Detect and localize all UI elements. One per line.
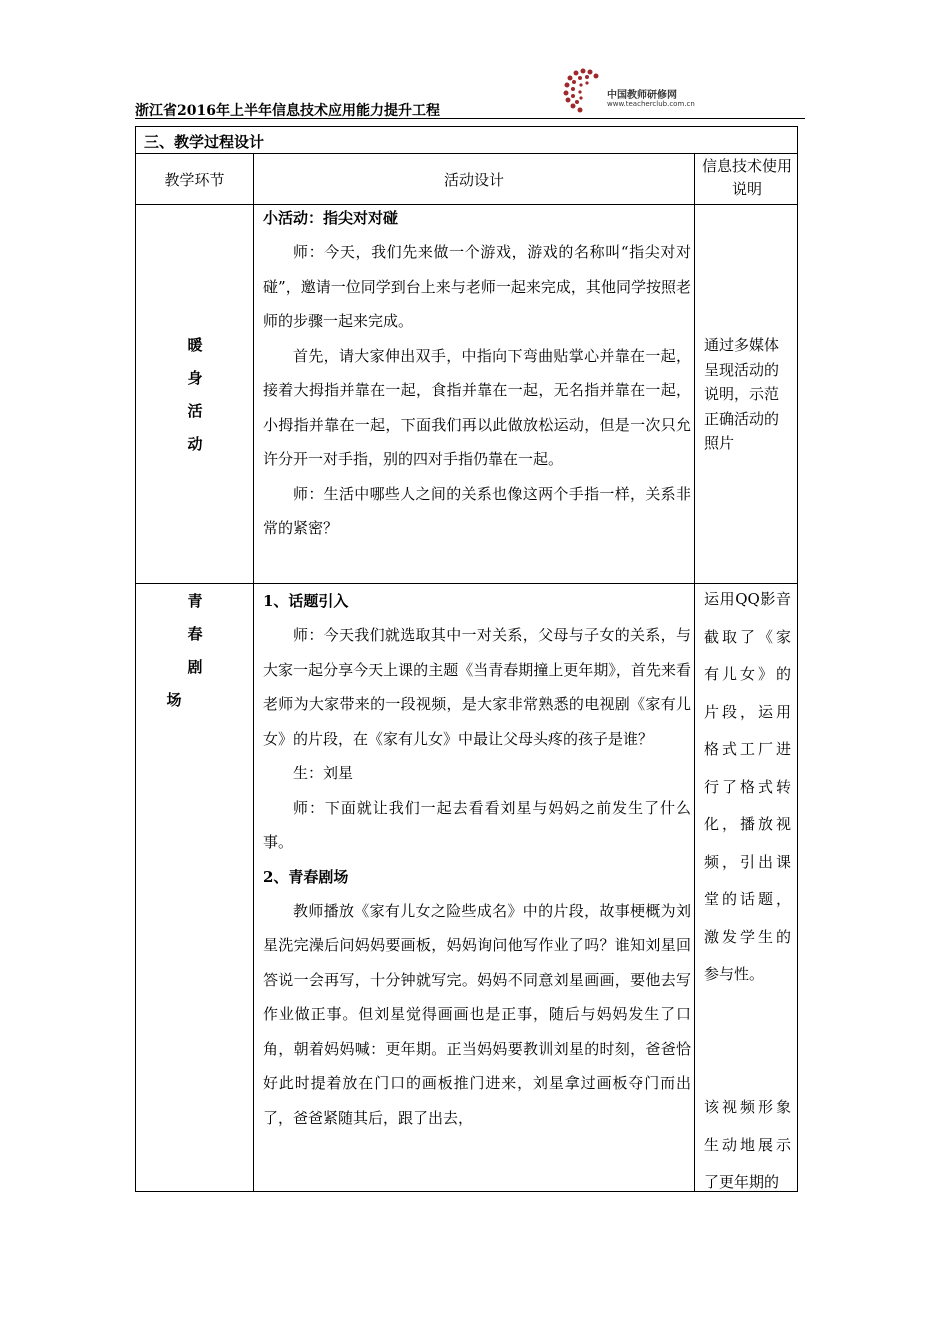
stage-label-youth-theater: [166, 585, 210, 717]
stage-char: 动: [187, 435, 203, 453]
table-rule: [136, 153, 797, 154]
activity-paragraph: 师：下面就让我们一起去看看刘星与妈妈之前发生了什么事。: [263, 798, 691, 851]
activity-paragraph: 师：生活中哪些人之间的关系也像这两个手指一样，关系非常的紧密？: [263, 484, 691, 537]
teaching-process-table: [135, 126, 798, 1192]
info-note-video: 该视频形象生动地展示了更年期的: [704, 1098, 791, 1191]
stage-char: 身: [187, 369, 203, 387]
column-header-stage: 教学环节: [164, 171, 225, 189]
teacher-club-logo: [562, 68, 722, 120]
header-title: 浙江省2016年上半年信息技术应用能力提升工程: [135, 103, 440, 119]
header-rule: [135, 118, 805, 119]
logo-name: 中国教师研修网: [607, 90, 677, 101]
section-title: 三、教学过程设计: [144, 133, 265, 151]
stage-char: 春: [187, 625, 203, 643]
stage-char: 场: [166, 691, 182, 709]
activity-heading: 小活动：指尖对对碰: [263, 209, 399, 227]
stage-char: 暖: [187, 336, 203, 354]
table-rule: [253, 153, 254, 1191]
stage-char: 活: [187, 402, 203, 420]
activity-paragraph: 首先，请大家伸出双手，中指向下弯曲贴掌心并靠在一起，接着大拇指并靠在一起，食指并靠在一起，无名指并靠在一起，小拇指并靠在一起，下面我们再以此做放松运动，但是一次只允许分开一对手指，别的四对手指仍靠在一起。: [263, 346, 691, 468]
activity-paragraph: 生：刘星: [293, 764, 354, 782]
stage-char: 青: [187, 592, 203, 610]
info-note-warmup: 通过多媒体呈现活动的说明，示范正确活动的照片: [704, 336, 780, 452]
activity-paragraph: 师：今天，我们先来做一个游戏，游戏的名称叫“指尖对对碰”，邀请一位同学到台上来与老师一起来完成，其他同学按照老师的步骤一起来完成。: [263, 243, 691, 330]
activity-heading: 2、青春剧场: [263, 867, 349, 886]
activity-warmup: [263, 201, 691, 546]
logo-dots-icon: [562, 68, 608, 114]
activity-paragraph: 师：今天我们就选取其中一对关系，父母与子女的关系，与大家一起分享今天上课的主题《当青春期撞上更年期》，首先来看老师为大家带来的一段视频，是大家非常熟悉的电视剧《家有儿女》的片段，在《家有儿女》中最让父母头疼的孩子是谁？: [263, 626, 691, 748]
info-note-youth-theater: 运用QQ影音截取了《家有儿女》的片段，运用格式工厂进行了格式转化，播放视频，引出课堂的话题，激发学生的参与性。: [704, 590, 791, 983]
activity-heading: 1、话题引入: [263, 592, 349, 610]
stage-char: 剧: [187, 658, 203, 676]
column-header-info: 信息技术使用说明: [701, 157, 792, 198]
table-rule: [694, 153, 695, 1191]
activity-youth-theater: [263, 584, 691, 1135]
activity-paragraph: 教师播放《家有儿女之险些成名》中的片段，故事梗概为刘星洗完澡后问妈妈要画板，妈妈询问他写作业了吗？谁知刘星回答说一会再写，十分钟就写完。妈妈不同意刘星画画，要他去写作业做正事。但刘星觉得画画也是正事，随后与妈妈发生了口角，朝着妈妈喊：更年期。正当妈妈要教训刘星的时刻，爸爸恰好此时提着放在门口的画板推门进来，刘星拿过画板夺门而出了，爸爸紧随其后，跟了出去，: [263, 901, 691, 1127]
logo-url: www.teacherclub.com.cn: [607, 100, 695, 108]
column-header-activity: 活动设计: [443, 171, 504, 189]
stage-label-warmup: [180, 329, 210, 461]
